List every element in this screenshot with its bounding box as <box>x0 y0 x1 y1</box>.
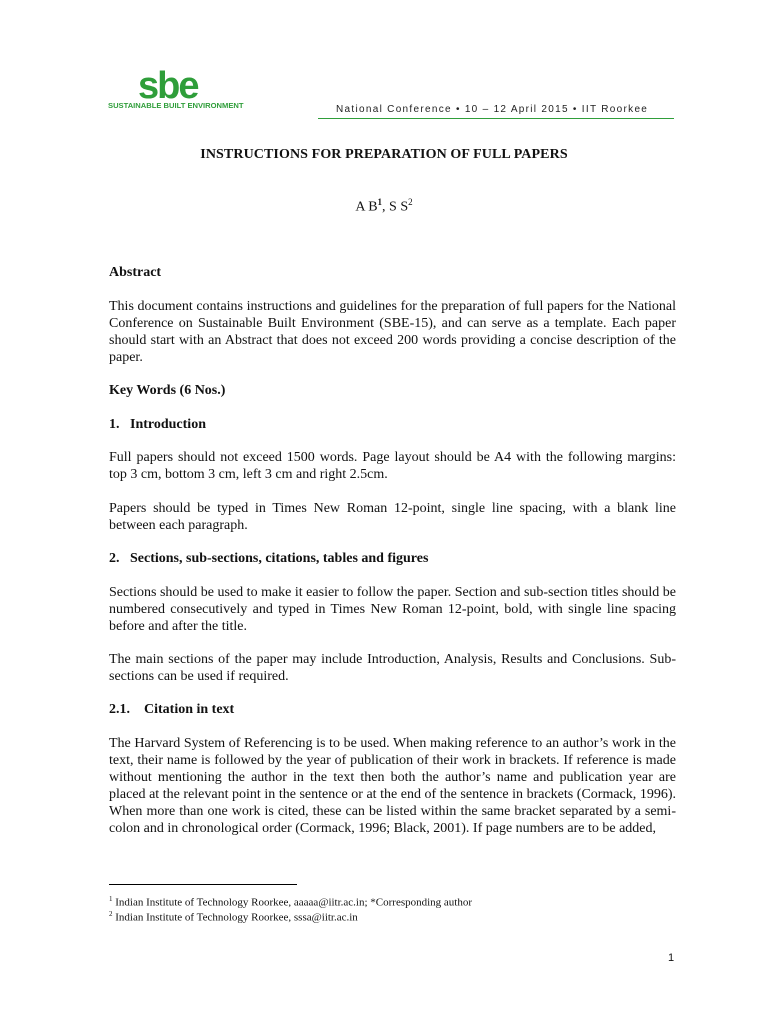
abstract-heading: Abstract <box>109 265 162 280</box>
footnote-1-text: Indian Institute of Technology Roorkee, aaaaa@iitr.ac.in; *Corresponding author <box>115 896 473 909</box>
author-2: S S <box>389 199 409 215</box>
sbe-logo <box>108 66 248 114</box>
section-1-paragraph-1: Full papers should not exceed 1500 words. Page layout should be A4 with the following margins: top 3 cm, bottom 3 cm, left 3 cm and right 2.5cm. <box>109 450 676 482</box>
footnote-1-number: 1 <box>109 895 113 903</box>
author-2-affiliation: 2 <box>408 197 413 207</box>
logo-subtitle: SUSTAINABLE BUILT ENVIRONMENT <box>108 101 244 110</box>
svg-text:sbe: sbe <box>138 66 198 102</box>
section-2-paragraph-1: Sections should be used to make it easier to follow the paper. Section and sub-section titles should be numbered consecutively and typed in Times New Roman 12-point, bold, with single line spacing before and after the title. <box>109 585 676 634</box>
author-1: A B <box>355 199 378 215</box>
footnote-2-text: Indian Institute of Technology Roorkee, sssa@iitr.ac.in <box>115 911 358 924</box>
page-number: 1 <box>668 952 675 964</box>
sbe-logo-mark <box>138 66 248 102</box>
abstract-text: This document contains instructions and guidelines for the preparation of full papers for the National Conference on Sustainable Built Environment (SBE-15), and can serve as a template. Each paper should start with an Abstract that does not exceed 200 words providing a concise description of the paper. <box>109 299 676 365</box>
author-1-affiliation: 1 <box>377 197 383 207</box>
footnote-rule <box>109 884 297 885</box>
paper-title: INSTRUCTIONS FOR PREPARATION OF FULL PAPERS <box>200 147 568 162</box>
section-2-1-paragraph-1: The Harvard System of Referencing is to be used. When making reference to an author’s work in the text, their name is followed by the year of publication of their work in brackets. If reference is made without mentioning the author in the text then both the author’s name and publication year are placed at the relevant point in the sentence or at the end of the sentence in brackets (Cormack, 1996). When more than one work is cited, these can be listed within the same bracket separated by a semi-colon and in chronological order (Cormack, 1996; Black, 2001). If page numbers are to be added, <box>109 736 676 836</box>
section-1-paragraph-2: Papers should be typed in Times New Roman 12-point, single line spacing, with a blank line between each paragraph. <box>109 501 676 533</box>
section-2-paragraph-2: The main sections of the paper may include Introduction, Analysis, Results and Conclusions. Sub-sections can be used if required. <box>109 652 676 684</box>
author-separator: , <box>382 199 390 215</box>
conference-header: National Conference • 10 – 12 April 2015 • IIT Roorkee <box>336 104 649 115</box>
keywords-heading: Key Words (6 Nos.) <box>109 383 226 398</box>
header-rule <box>318 118 674 119</box>
section-2-heading: 2. Sections, sub-sections, citations, tables and figures <box>109 551 429 566</box>
section-1-heading: 1. Introduction <box>109 417 206 432</box>
footnote-2 <box>109 907 358 925</box>
authors-line <box>0 197 768 216</box>
section-2-1-heading: 2.1. Citation in text <box>109 702 235 717</box>
footnote-2-number: 2 <box>109 910 113 918</box>
